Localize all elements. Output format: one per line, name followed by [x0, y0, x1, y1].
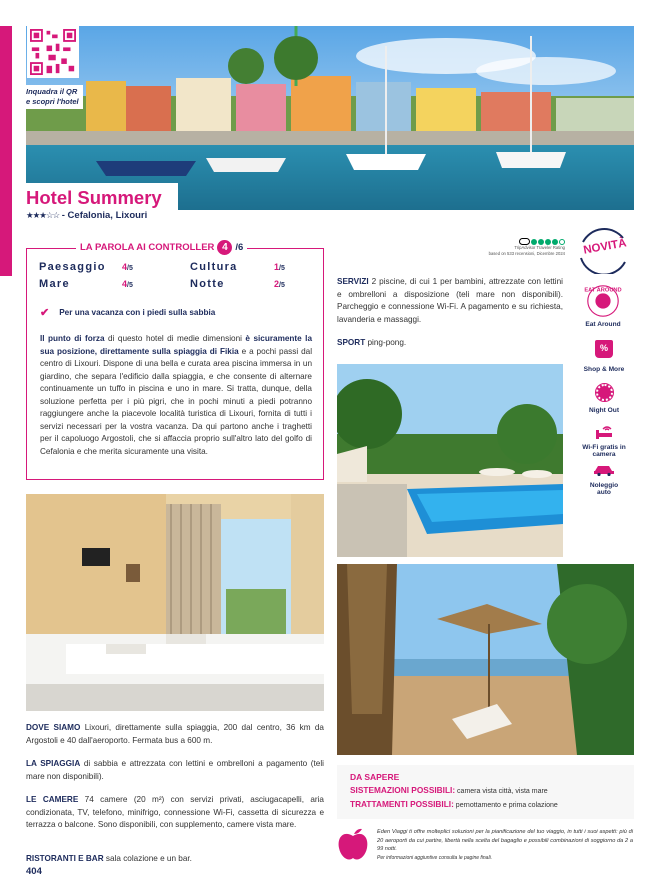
sistemazioni-text: camera vista città, vista mare: [455, 788, 548, 795]
controller-score: 4: [217, 240, 232, 255]
servizi-section: [337, 276, 563, 326]
servizi-text: 2 piscine, di cui 1 per bambini, attrezzate con lettini e ombrelloni a disposizione (teli mare non disponibili). Parcheggio e connessione Wi-Fi. A pagamento e su richiesta, lavanderia e massaggi.: [337, 277, 563, 324]
rating-mare: [39, 278, 149, 290]
eat-around-icon: [584, 282, 622, 320]
qr-code-icon: [30, 29, 76, 75]
rating-max: /5: [279, 265, 285, 272]
rating-paesaggio: [39, 261, 149, 273]
wifi-in-room[interactable]: [578, 424, 630, 458]
eden-text-main: Eden Viaggi ti offre molteplici soluzioni per la pianificazione del tuo viaggio, in tutti i suoi aspetti: più di 20 aeroporti da cui partire, libertà nella scelta del bagaglio e possibili combinazioni di soggiorno da 2 a 99 notti.: [377, 829, 633, 852]
da-sapere-title: DA SAPERE: [350, 772, 400, 782]
shop-more-label: Shop & More: [583, 366, 625, 373]
page-number: 404: [26, 866, 42, 877]
controller-paragraph: [40, 333, 312, 458]
qr-caption-line2: e scopri l'hotel: [26, 97, 79, 106]
rating-value: 1: [274, 262, 280, 272]
ristoranti-text: sala colazione e un bar.: [103, 854, 192, 863]
controller-tagline: [40, 306, 215, 319]
p-bold2: è sicuramente la sua posizione, direttamente sulla spiaggia di Fikia: [40, 334, 312, 356]
dove-text: Lixouri, direttamente sulla spiaggia, 200 dal centro, 36 km da Argostoli e 40 dall'aeroporto. Fermata bus a 600 m.: [26, 723, 324, 745]
hotel-location: - Cefalonia, Lixouri: [61, 210, 148, 221]
servizi-label: SERVIZI: [337, 277, 369, 286]
rating-notte: [190, 278, 300, 290]
eat-around[interactable]: [578, 282, 628, 328]
eden-text: [377, 828, 633, 862]
dove-label: DOVE SIAMO: [26, 723, 81, 732]
rating-label: Mare: [39, 278, 70, 290]
qr-caption: [23, 85, 83, 109]
rating-label: Notte: [190, 278, 225, 290]
rating-max: /5: [279, 282, 285, 289]
sport-section: [337, 337, 563, 350]
spiaggia-label: LA SPIAGGIA: [26, 759, 81, 768]
tripadvisor-line2: based on 533 recensioni, Dicembre 2024: [488, 251, 565, 256]
tagline-text: Per una vacanza con i piedi sulla sabbia: [59, 308, 216, 317]
rating-cultura: [190, 261, 300, 273]
sport-text: ping-pong.: [365, 338, 407, 347]
rating-label: Paesaggio: [39, 261, 106, 273]
eden-text-note: Per informazioni aggiuntive consulta le pagine finali.: [377, 854, 493, 861]
ristoranti-label: RISTORANTI E BAR: [26, 854, 104, 863]
trattamenti-text: pernottamento e prima colazione: [453, 802, 558, 809]
wifi-label: Wi-Fi gratis in camera: [582, 444, 626, 458]
car-rental[interactable]: [578, 464, 630, 496]
spiaggia-text: di sabbia e attrezzata con lettini e ombrelloni a pagamento (teli mare non disponibili).: [26, 759, 324, 781]
rating-value: 4: [122, 279, 128, 289]
ristoranti-bar: [26, 853, 324, 866]
hotel-name: Hotel Summery: [26, 187, 162, 208]
rating-label: Cultura: [190, 261, 238, 273]
dove-siamo: [26, 722, 324, 747]
trattamenti-label: TRATTAMENTI POSSIBILI:: [350, 799, 454, 809]
eat-around-label: Eat Around: [585, 321, 621, 328]
car-icon: [593, 464, 615, 476]
rating-value: 4: [122, 262, 128, 272]
tripadvisor-line1: TripAdvisor Traveler Rating: [514, 245, 565, 250]
car-label: Noleggio auto: [589, 482, 619, 496]
bedroom-photo: [26, 494, 324, 711]
bed-wifi-icon: [594, 424, 614, 440]
p-text1: di questo hotel di medie dimensioni: [104, 334, 246, 343]
night-out[interactable]: [578, 384, 630, 414]
hotel-title-box: [22, 183, 178, 223]
qr-caption-line1: Inquadra il QR: [26, 87, 78, 96]
night-out-label: Night Out: [588, 407, 620, 414]
da-sapere-box: [337, 765, 634, 819]
disco-ball-icon: [596, 384, 613, 401]
pool-photo: [337, 364, 563, 557]
rating-max: /5: [127, 265, 133, 272]
sport-label: SPORT: [337, 338, 366, 347]
shop-more[interactable]: [578, 340, 630, 373]
new-badge-label: NOVITÀ: [582, 237, 628, 257]
beach-photo: [337, 564, 634, 755]
camere-label: LE CAMERE: [26, 795, 79, 804]
check-icon: ✔: [40, 307, 50, 319]
controller-header: [76, 240, 247, 255]
p-text2: e a pochi passi dal centro di Lixouri. Dispone di una bella e curata area piscina immersa in un giardino, che separa l'edificio dalla spiaggia, e che consente di alternare continuamente un tuffo in piscina e uno in mare. Si tratta, dunque, della soluzione perfetta per i più pigri, che in pochi minuti a piedi potranno raggiungere anche la piacevole località turistica di Lixouri, fornita di tutti i servizi necessari per la vostra vacanza. Da qui partono anche i traghetti per il capoluogo Argostoli, che si affaccia proprio sull'altro lato del golfo di Cefalonia e che merita sicuramente una visita.: [40, 346, 313, 456]
eat-around-ring-text: EAT AROUND: [584, 287, 622, 294]
camere-text: 74 camere (20 m²) con servizi privati, asciugacapelli, aria condizionata, TV, telefono, minifrigo, connessione Wi-Fi, cassetta di sicurezza e terrazza o balcone. Sono disponibili, con supplemento, camere vista mare.: [26, 795, 324, 829]
controller-score-max: /6: [235, 242, 244, 253]
shop-bag-icon: %: [595, 340, 613, 358]
hotel-stars: ★★★☆☆: [26, 210, 60, 220]
sistemazioni-label: SISTEMAZIONI POSSIBILI:: [350, 785, 456, 795]
controller-title: LA PAROLA AI CONTROLLER: [80, 242, 215, 253]
new-badge: [575, 228, 633, 274]
accent-bar: [0, 26, 12, 276]
eden-apple-icon: [337, 826, 369, 862]
rating-value: 2: [274, 279, 280, 289]
le-camere: [26, 794, 324, 832]
rating-max: /5: [127, 282, 133, 289]
tripadvisor-rating: [470, 238, 565, 256]
p-bold1: Il punto di forza: [40, 334, 105, 343]
la-spiaggia: [26, 758, 324, 783]
tripadvisor-icon: [470, 238, 565, 245]
qr-code[interactable]: [27, 26, 79, 78]
